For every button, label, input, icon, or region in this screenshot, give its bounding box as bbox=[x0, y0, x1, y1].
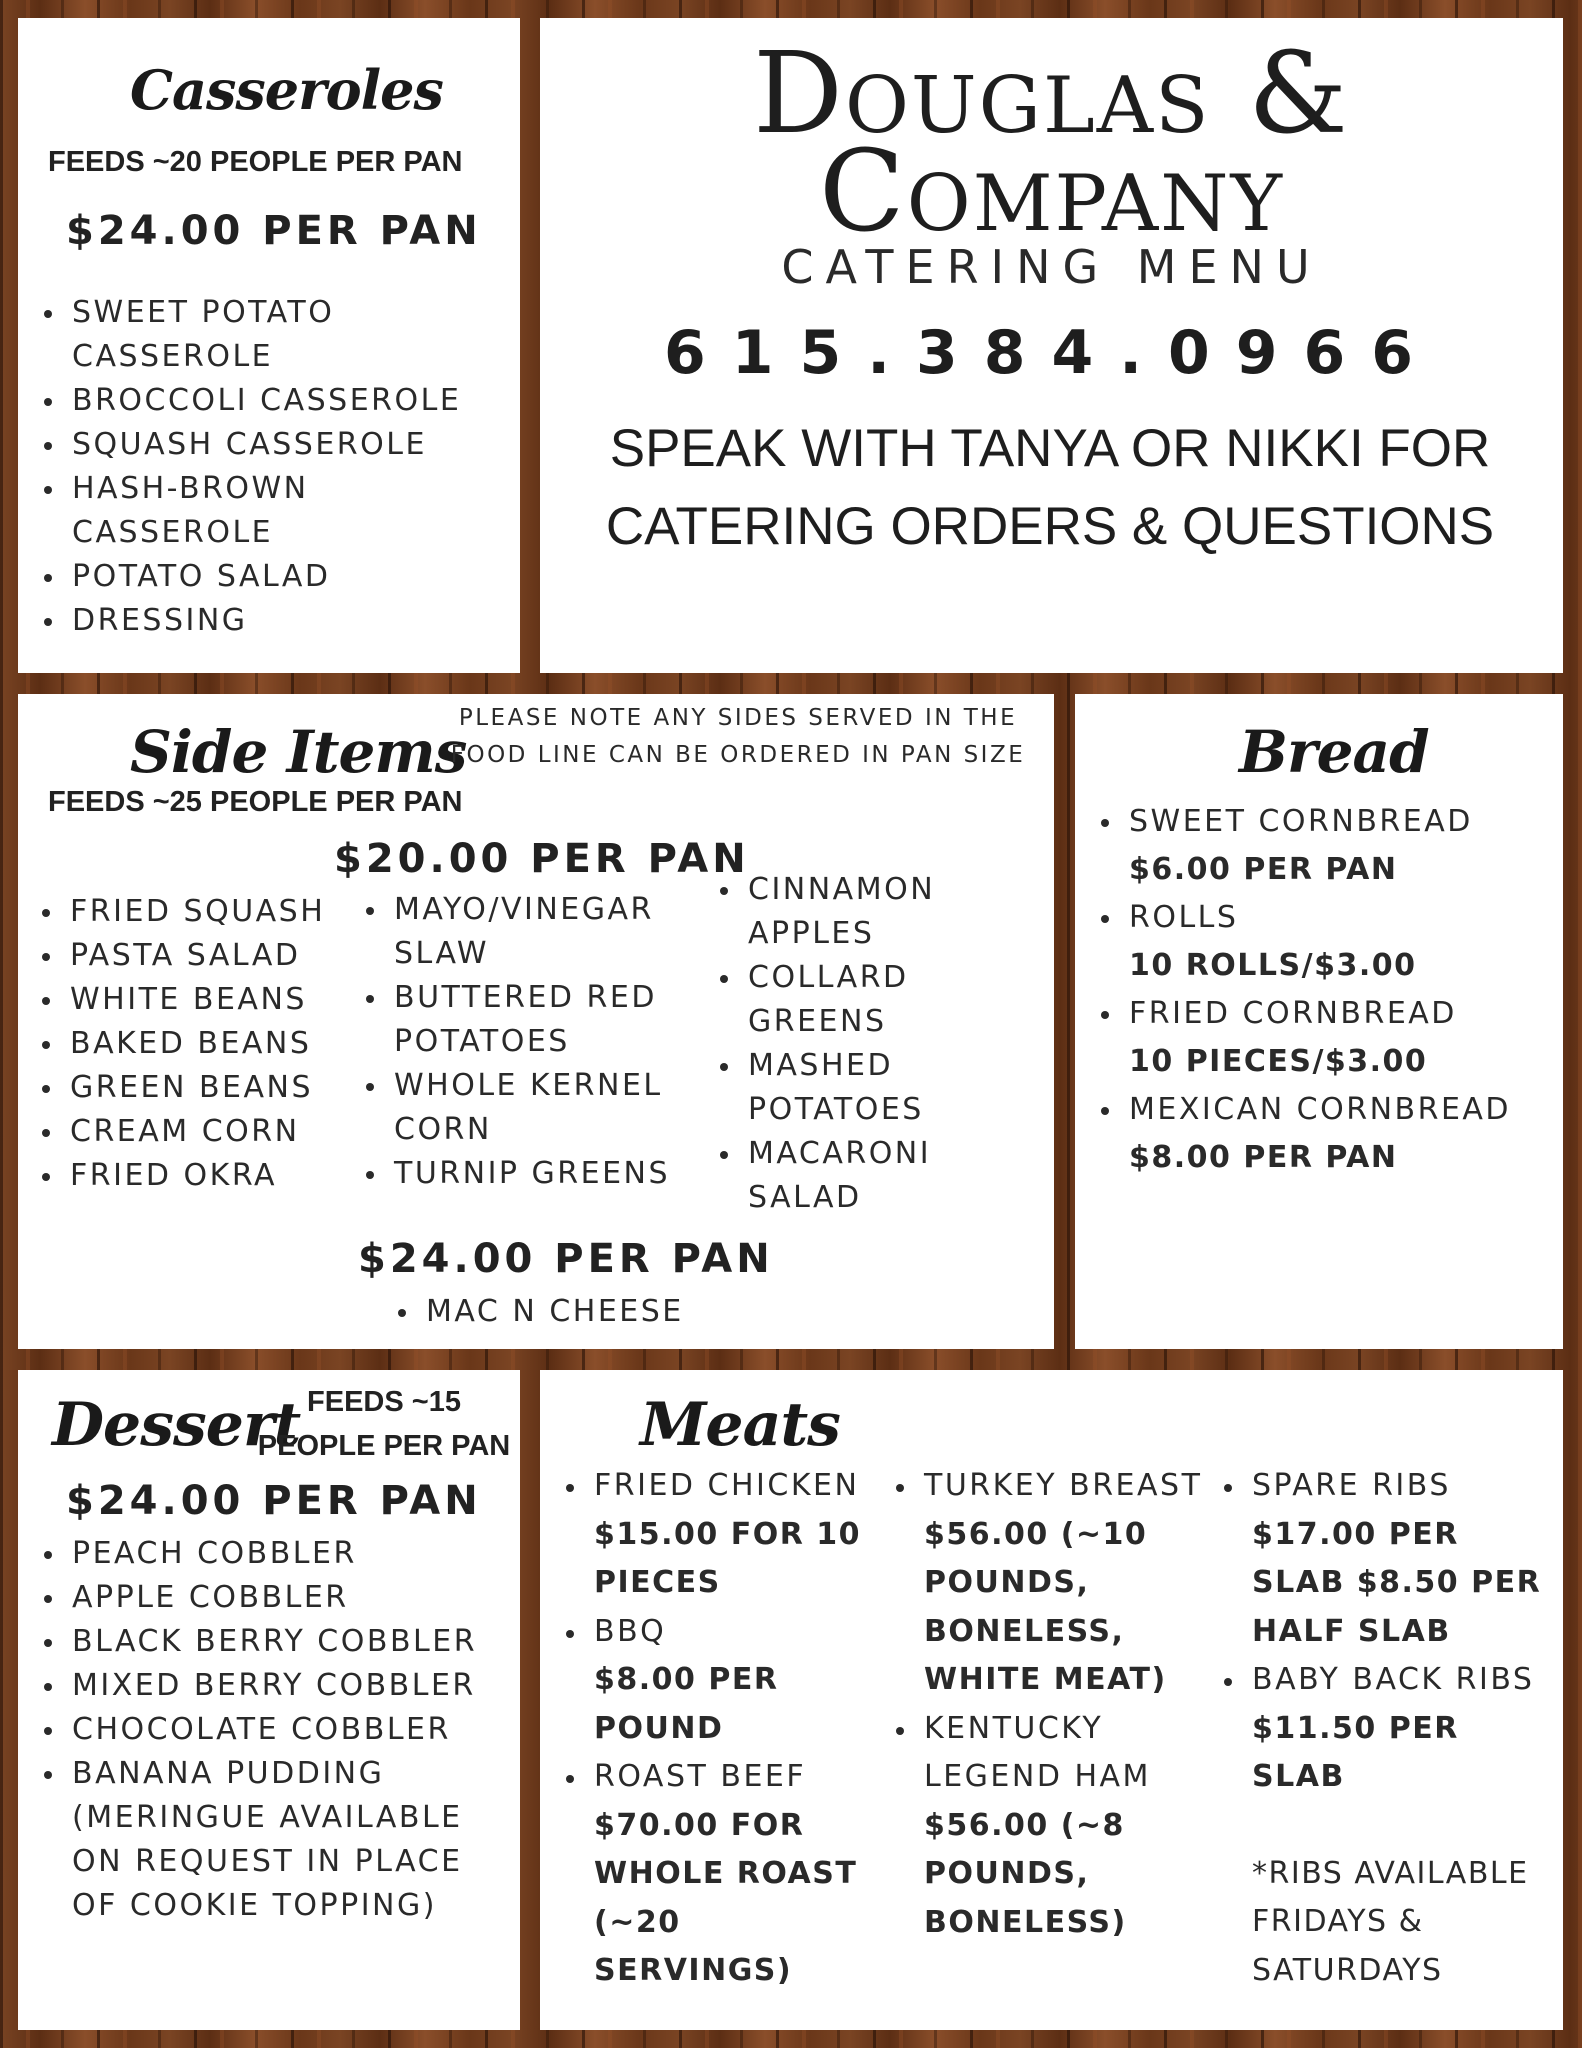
list-item: MASHED POTATOES bbox=[714, 1044, 1044, 1132]
item-name: FRIED CORNBREAD bbox=[1129, 996, 1457, 1031]
dessert-panel bbox=[18, 1370, 520, 2030]
list-item: SQUASH CASSEROLE bbox=[38, 423, 508, 467]
dessert-feeds: FEEDS ~15 PEOPLE PER PAN bbox=[257, 1386, 511, 1462]
list-item bbox=[1095, 990, 1555, 1086]
ribs-availability-note: *RIBS AVAILABLE FRIDAYS & SATURDAYS bbox=[1252, 1855, 1529, 1988]
list-item: TURNIP GREENS bbox=[360, 1152, 700, 1196]
item-price: $17.00 PER SLAB $8.50 PER HALF SLAB bbox=[1252, 1516, 1542, 1649]
dessert-title: Dessert bbox=[52, 1390, 301, 1460]
side-items-column-4 bbox=[392, 1290, 792, 1334]
list-item: PASTA SALAD bbox=[36, 934, 356, 978]
list-item: BLACK BERRY COBBLER bbox=[38, 1620, 518, 1664]
item-name: SPARE RIBS bbox=[1252, 1468, 1451, 1503]
list-item: POTATO SALAD bbox=[38, 555, 508, 599]
item-name: SWEET CORNBREAD bbox=[1129, 804, 1473, 839]
side-items-column-1 bbox=[36, 890, 356, 1198]
contact-text: SPEAK WITH TANYA OR NIKKI FOR CATERING ORDERS & QUESTIONS bbox=[605, 419, 1495, 556]
header-panel bbox=[540, 18, 1563, 673]
list-item: MAC N CHEESE bbox=[392, 1290, 792, 1334]
list-item: WHITE BEANS bbox=[36, 978, 356, 1022]
item-price: $15.00 FOR 10 PIECES bbox=[594, 1516, 861, 1600]
item-price: $56.00 (~8 POUNDS, BONELESS) bbox=[924, 1807, 1127, 1940]
brand-name-line1: Douglas & bbox=[753, 29, 1350, 159]
list-item: COLLARD GREENS bbox=[714, 956, 1044, 1044]
phone-number: 615.384.0966 bbox=[663, 318, 1440, 388]
menu-subtitle: CATERING MENU bbox=[781, 240, 1322, 294]
item-name: BABY BACK RIBS bbox=[1252, 1662, 1535, 1697]
side-items-title: Side Items bbox=[130, 718, 467, 786]
side-items-column-2 bbox=[360, 888, 700, 1196]
side-items-price-24: $24.00 PER PAN bbox=[358, 1236, 774, 1282]
meats-column-1 bbox=[560, 1462, 890, 1996]
side-items-price-20: $20.00 PER PAN bbox=[334, 836, 750, 882]
item-price: 10 PIECES/$3.00 bbox=[1129, 1044, 1428, 1079]
item-name: FRIED CHICKEN bbox=[594, 1468, 860, 1503]
list-item: CINNAMON APPLES bbox=[714, 868, 1044, 956]
item-price: $70.00 FOR WHOLE ROAST (~20 SERVINGS) bbox=[594, 1807, 858, 1988]
list-item: FRIED OKRA bbox=[36, 1154, 356, 1198]
list-item bbox=[890, 1462, 1225, 1705]
dessert-list bbox=[38, 1532, 518, 1928]
item-price: $6.00 PER PAN bbox=[1129, 852, 1398, 887]
list-item: FRIED SQUASH bbox=[36, 890, 356, 934]
list-item bbox=[890, 1705, 1225, 1948]
item-price: $8.00 PER POUND bbox=[594, 1662, 779, 1746]
casseroles-list bbox=[38, 291, 508, 643]
list-item: BAKED BEANS bbox=[36, 1022, 356, 1066]
side-items-column-3 bbox=[714, 868, 1044, 1220]
list-item bbox=[1095, 1086, 1555, 1182]
side-items-note: PLEASE NOTE ANY SIDES SERVED IN THE FOOD LINE CAN BE ORDERED IN PAN SIZE bbox=[450, 705, 1026, 768]
item-name: KENTUCKY LEGEND HAM bbox=[924, 1710, 1151, 1794]
casseroles-title: Casseroles bbox=[130, 58, 443, 122]
list-item: PEACH COBBLER bbox=[38, 1532, 518, 1576]
list-item: GREEN BEANS bbox=[36, 1066, 356, 1110]
list-item: MIXED BERRY COBBLER bbox=[38, 1664, 518, 1708]
casseroles-feeds: FEEDS ~20 PEOPLE PER PAN bbox=[48, 146, 463, 178]
list-item bbox=[1095, 798, 1555, 894]
item-name: TURKEY BREAST bbox=[924, 1468, 1203, 1503]
item-price: 10 ROLLS/$3.00 bbox=[1129, 948, 1417, 983]
bread-title: Bread bbox=[1239, 718, 1429, 786]
side-items-feeds: FEEDS ~25 PEOPLE PER PAN bbox=[48, 786, 463, 818]
list-item: DRESSING bbox=[38, 599, 508, 643]
list-item bbox=[1218, 1656, 1563, 1802]
item-name: MEXICAN CORNBREAD bbox=[1129, 1092, 1512, 1127]
list-item: BUTTERED RED POTATOES bbox=[360, 976, 700, 1064]
meats-panel bbox=[540, 1370, 1563, 2030]
list-item: WHOLE KERNEL CORN bbox=[360, 1064, 700, 1152]
list-item: CREAM CORN bbox=[36, 1110, 356, 1154]
casseroles-price: $24.00 PER PAN bbox=[66, 208, 482, 254]
meats-title: Meats bbox=[640, 1390, 840, 1460]
list-item: BROCCOLI CASSEROLE bbox=[38, 379, 508, 423]
item-price: $56.00 (~10 POUNDS, BONELESS, WHITE MEAT) bbox=[924, 1516, 1167, 1697]
item-name: BBQ bbox=[594, 1613, 667, 1649]
list-item bbox=[1095, 894, 1555, 990]
list-item bbox=[560, 1753, 890, 1996]
list-item: HASH-BROWN CASSEROLE bbox=[38, 467, 508, 555]
dessert-price: $24.00 PER PAN bbox=[66, 1478, 482, 1524]
bread-list bbox=[1095, 798, 1555, 1182]
list-item: APPLE COBBLER bbox=[38, 1576, 518, 1620]
item-price: $8.00 PER PAN bbox=[1129, 1140, 1398, 1175]
list-item: SWEET POTATO CASSEROLE bbox=[38, 291, 508, 379]
list-item: MACARONI SALAD bbox=[714, 1132, 1044, 1220]
bread-panel bbox=[1075, 694, 1563, 1349]
list-item: MAYO/VINEGAR SLAW bbox=[360, 888, 700, 976]
item-price: $11.50 PER SLAB bbox=[1252, 1710, 1459, 1794]
item-name: ROAST BEEF bbox=[594, 1759, 807, 1794]
list-item bbox=[560, 1608, 890, 1754]
side-items-panel bbox=[18, 694, 1054, 1349]
list-item: BANANA PUDDING (MERINGUE AVAILABLE ON REQUEST IN PLACE OF COOKIE TOPPING) bbox=[38, 1752, 518, 1928]
casseroles-panel bbox=[18, 18, 520, 673]
list-item bbox=[1218, 1462, 1563, 1656]
meats-column-3 bbox=[1218, 1462, 1563, 1995]
item-name: ROLLS bbox=[1129, 900, 1239, 935]
brand-name-line2: Company bbox=[819, 127, 1284, 257]
list-item: CHOCOLATE COBBLER bbox=[38, 1708, 518, 1752]
meats-column-2 bbox=[890, 1462, 1225, 1947]
list-item bbox=[560, 1462, 890, 1608]
